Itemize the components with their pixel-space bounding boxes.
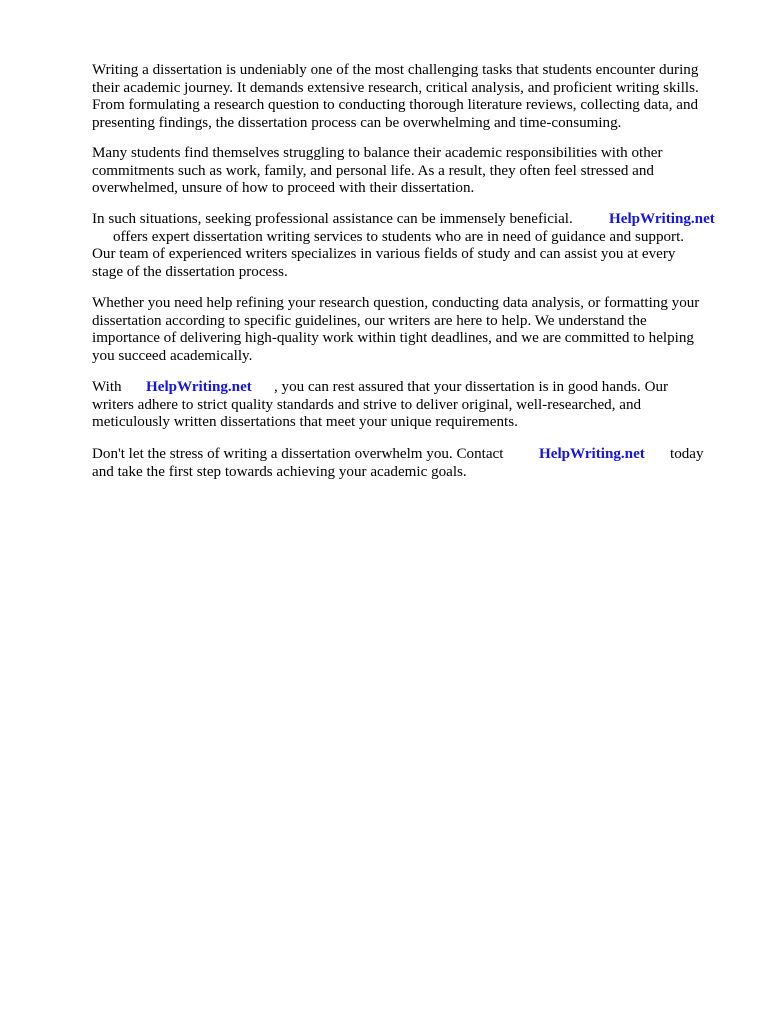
paragraph-1-line-2: their academic journey. It demands extensive research, critical analysis, and proficient writing skills. xyxy=(92,79,699,96)
paragraph-5-line-3: meticulously written dissertations that meet your unique requirements. xyxy=(92,414,518,430)
paragraph-1-line-4: presenting findings, the dissertation process can be overwhelming and time-consuming. xyxy=(92,114,622,131)
paragraph-5-line-1-start: With xyxy=(92,379,122,395)
paragraph-5-line-1-end: , you can rest assured that your dissertation is in good hands. Our xyxy=(274,379,669,395)
paragraph-4-line-4: you succeed academically. xyxy=(92,347,253,364)
paragraph-4-line-1: Whether you need help refining your research question, conducting data analysis, or formatting your xyxy=(92,295,700,311)
paragraph-6-line-1-start: Don't let the stress of writing a dissertation overwhelm you. Contact xyxy=(92,446,504,462)
paragraph-1-line-1: Writing a dissertation is undeniably one of the most challenging tasks that students encounter during xyxy=(92,62,699,78)
paragraph-3-line-3: Our team of experienced writers specializes in various fields of study and can assist you at every xyxy=(92,246,676,262)
helpwriting-link-3[interactable]: HelpWriting.net xyxy=(539,446,645,462)
paragraph-3-line-1: In such situations, seeking professional assistance can be immensely beneficial. xyxy=(92,211,573,227)
paragraph-4-line-3: importance of delivering high-quality work within tight deadlines, and we are committed to helping xyxy=(92,330,694,346)
paragraph-3-line-4: stage of the dissertation process. xyxy=(92,263,288,280)
paragraph-2-line-3: overwhelmed, unsure of how to proceed with their dissertation. xyxy=(92,180,475,196)
paragraph-2-line-1: Many students find themselves struggling to balance their academic responsibilities with other xyxy=(92,145,663,161)
paragraph-3-line-2: offers expert dissertation writing services to students who are in need of guidance and support. xyxy=(113,228,685,245)
paragraph-6-line-2: and take the first step towards achieving your academic goals. xyxy=(92,463,467,480)
paragraph-6-line-1-end: today xyxy=(670,446,704,462)
paragraph-2-line-2: commitments such as work, family, and personal life. As a result, they often feel stressed and xyxy=(92,162,654,179)
helpwriting-link-1[interactable]: HelpWriting.net xyxy=(609,211,715,227)
paragraph-5-line-2: writers adhere to strict quality standards and strive to deliver original, well-researched, and xyxy=(92,396,642,413)
paragraph-1-line-3: From formulating a research question to conducting thorough literature reviews, collecting data, and xyxy=(92,97,699,113)
helpwriting-link-2[interactable]: HelpWriting.net xyxy=(146,379,252,395)
paragraph-4-line-2: dissertation according to specific guidelines, our writers are here to help. We understand the xyxy=(92,312,647,329)
